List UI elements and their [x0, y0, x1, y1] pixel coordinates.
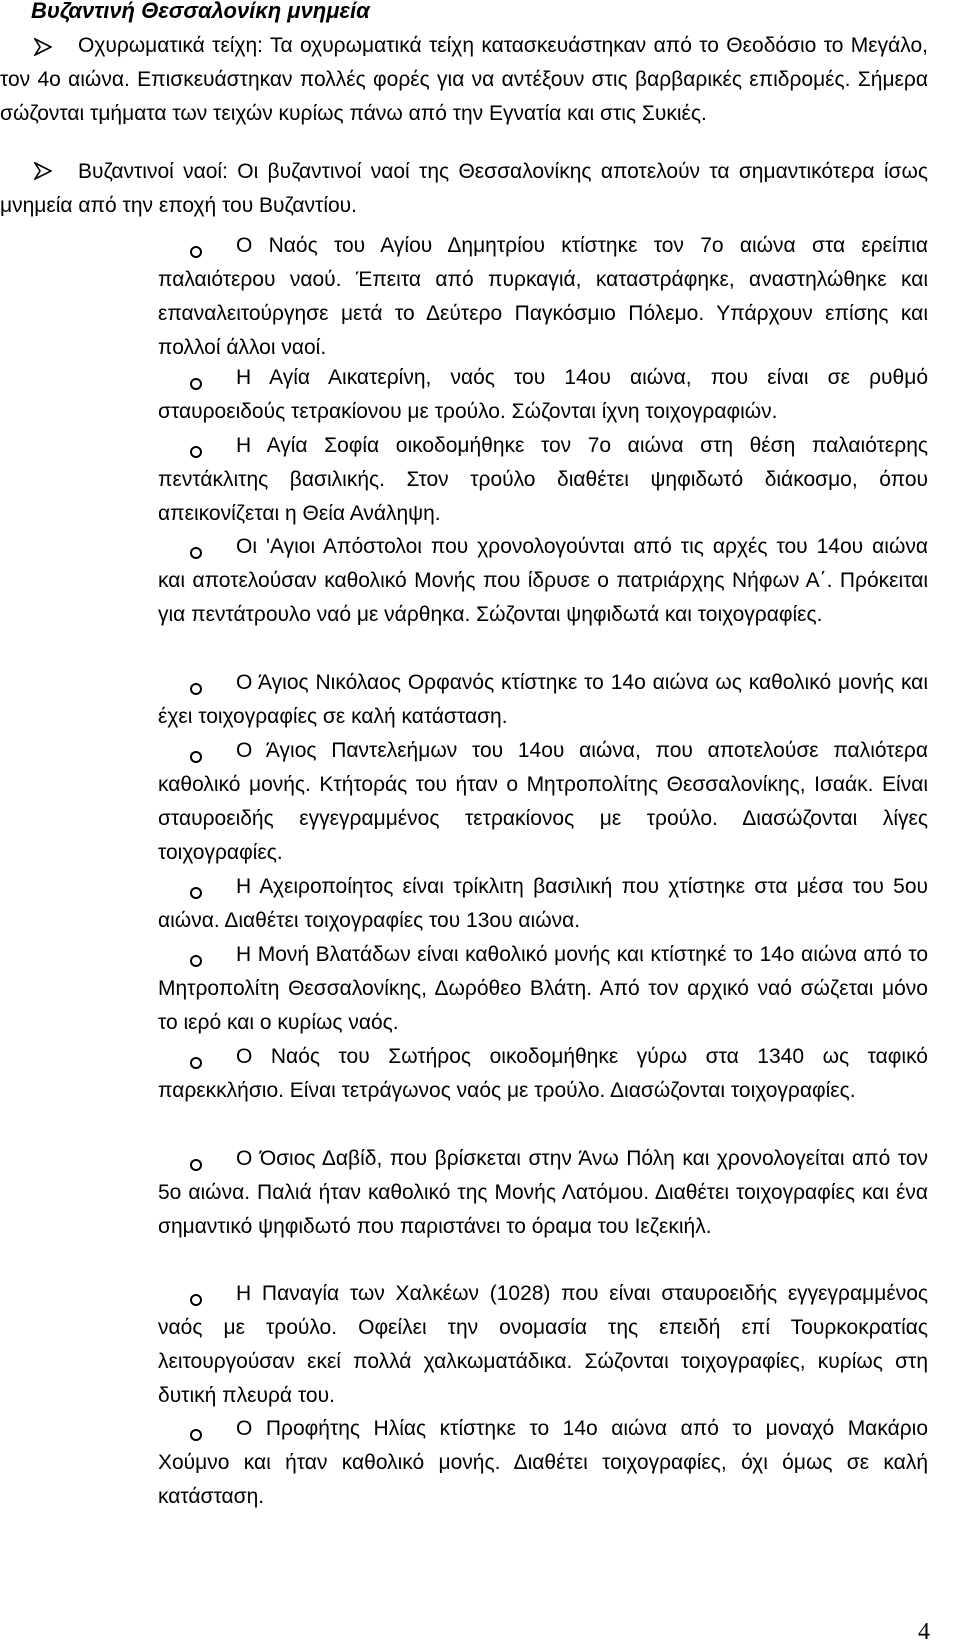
- subbullet-text: Ο Όσιος Δαβίδ, που βρίσκεται στην Άνω Πόλη και χρονολογείται από τον 5ο αιώνα. Παλιά ήταν καθολικό της Μονής Λατόμου. Διαθέτει τοιχογραφίες και ένα σημαντικό ψηφιδωτό που παριστάνει το όραμα του Ιεζεκιήλ.: [158, 1147, 928, 1238]
- subbullet-text: Η Μονή Βλατάδων είναι καθολικό μονής και κτίστηκέ το 14ο αιώνα από το Μητροπολίτη Θεσσαλονίκης, Δωρόθεο Βλάτη. Από τον αρχικό ναό σώζεται μόνο το ιερό και ο κυρίως ναός.: [158, 943, 928, 1034]
- subbullet-text: Οι 'Αγιοι Απόστολοι που χρονολογούνται από τις αρχές του 14ου αιώνα και αποτελούσαν καθολικό Μονής που ίδρυσε ο πατριάρχης Νήφων Α΄. Πρόκειται για πεντάτρουλο ναό με νάρθηκα. Σώζονται ψηφιδωτά και τοιχογραφίες.: [158, 535, 928, 626]
- page-title: Βυζαντινή Θεσσαλονίκη μνημεία: [31, 0, 370, 23]
- subbullet-text: Η Παναγία των Χαλκέων (1028) που είναι σταυροειδής εγγεγραμμένος ναός με τρούλο. Οφείλει την ονομασία της επειδή επί Τουρκοκρατίας λειτουργούσαν εκεί πολλά χαλκωματάδικα. Σώζονται τοιχογραφίες, κυρίως στη δυτική πλευρά του.: [158, 1282, 928, 1407]
- bullet-text: Βυζαντινοί ναοί: Οι βυζαντινοί ναοί της Θεσσαλονίκης αποτελούν τα σημαντικότερα ίσως μνημεία από την εποχή του Βυζαντίου.: [0, 160, 928, 217]
- subbullet-text: Ο Προφήτης Ηλίας κτίστηκε το 14ο αιώνα από το μοναχό Μακάριο Χούμνο και ήταν καθολικό μονής. Διαθέτει τοιχογραφίες, όχι όμως σε καλή κατάσταση.: [158, 1417, 928, 1508]
- subbullet-text: Η Αχειροποίητος είναι τρίκλιτη βασιλική που χτίστηκε στα μέσα του 5ου αιώνα. Διαθέτει τοιχογραφίες του 13ου αιώνα.: [158, 875, 928, 932]
- subbullet-text: Ο Ναός του Αγίου Δημητρίου κτίστηκε τον 7ο αιώνα στα ερείπια παλαιότερου ναού. Έπειτα από πυρκαγιά, καταστράφηκε, αναστηλώθηκε και επαναλειτούργησε μετά το Δεύτερο Παγκόσμιο Πόλεμο. Υπάρχουν επίσης και πολλοί άλλοι ναοί.: [158, 234, 928, 359]
- subbullet-text: Ο Άγιος Νικόλαος Ορφανός κτίστηκε το 14ο αιώνα ως καθολικό μονής και έχει τοιχογραφίες σε καλή κατάσταση.: [158, 671, 928, 728]
- subbullet-text: Η Αγία Σοφία οικοδομήθηκε τον 7ο αιώνα στη θέση παλαιότερης πεντάκλιτης βασιλικής. Στον τρούλο διαθέτει ψηφιδωτό διάκοσμο, όπου απεικονίζεται η Θεία Ανάληψη.: [158, 434, 928, 525]
- page-number: 4: [918, 1619, 930, 1645]
- subbullet-text: Ο Άγιος Παντελεήμων του 14ου αιώνα, που αποτελούσε παλιότερα καθολικό μονής. Κτήτοράς του ήταν ο Μητροπολίτης Θεσσαλονίκης, Ισαάκ. Είναι σταυροειδής εγγεγραμμένος τετρακίονος με τρούλο. Διασώζονται λίγες τοιχογραφίες.: [158, 739, 928, 864]
- subbullet-text: Ο Ναός του Σωτήρος οικοδομήθηκε γύρω στα 1340 ως ταφικό παρεκκλήσιο. Είναι τετράγωνος ναός με τρούλο. Διασώζονται τοιχογραφίες.: [158, 1045, 928, 1102]
- bullet-text: Οχυρωματικά τείχη: Τα οχυρωματικά τείχη κατασκευάστηκαν από το Θεοδόσιο το Μεγάλο, τον 4ο αιώνα. Επισκευάστηκαν πολλές φορές για να αντέξουν στις βαρβαρικές επιδρομές. Σήμερα σώζονται τμήματα των τειχών κυρίως πάνω από την Εγνατία και στις Συκιές.: [0, 34, 928, 125]
- subbullet-text: Η Αγία Αικατερίνη, ναός του 14ου αιώνα, που είναι σε ρυθμό σταυροειδούς τετρακίονου με τρούλο. Σώζονται ίχνη τοιχογραφιών.: [158, 366, 928, 423]
